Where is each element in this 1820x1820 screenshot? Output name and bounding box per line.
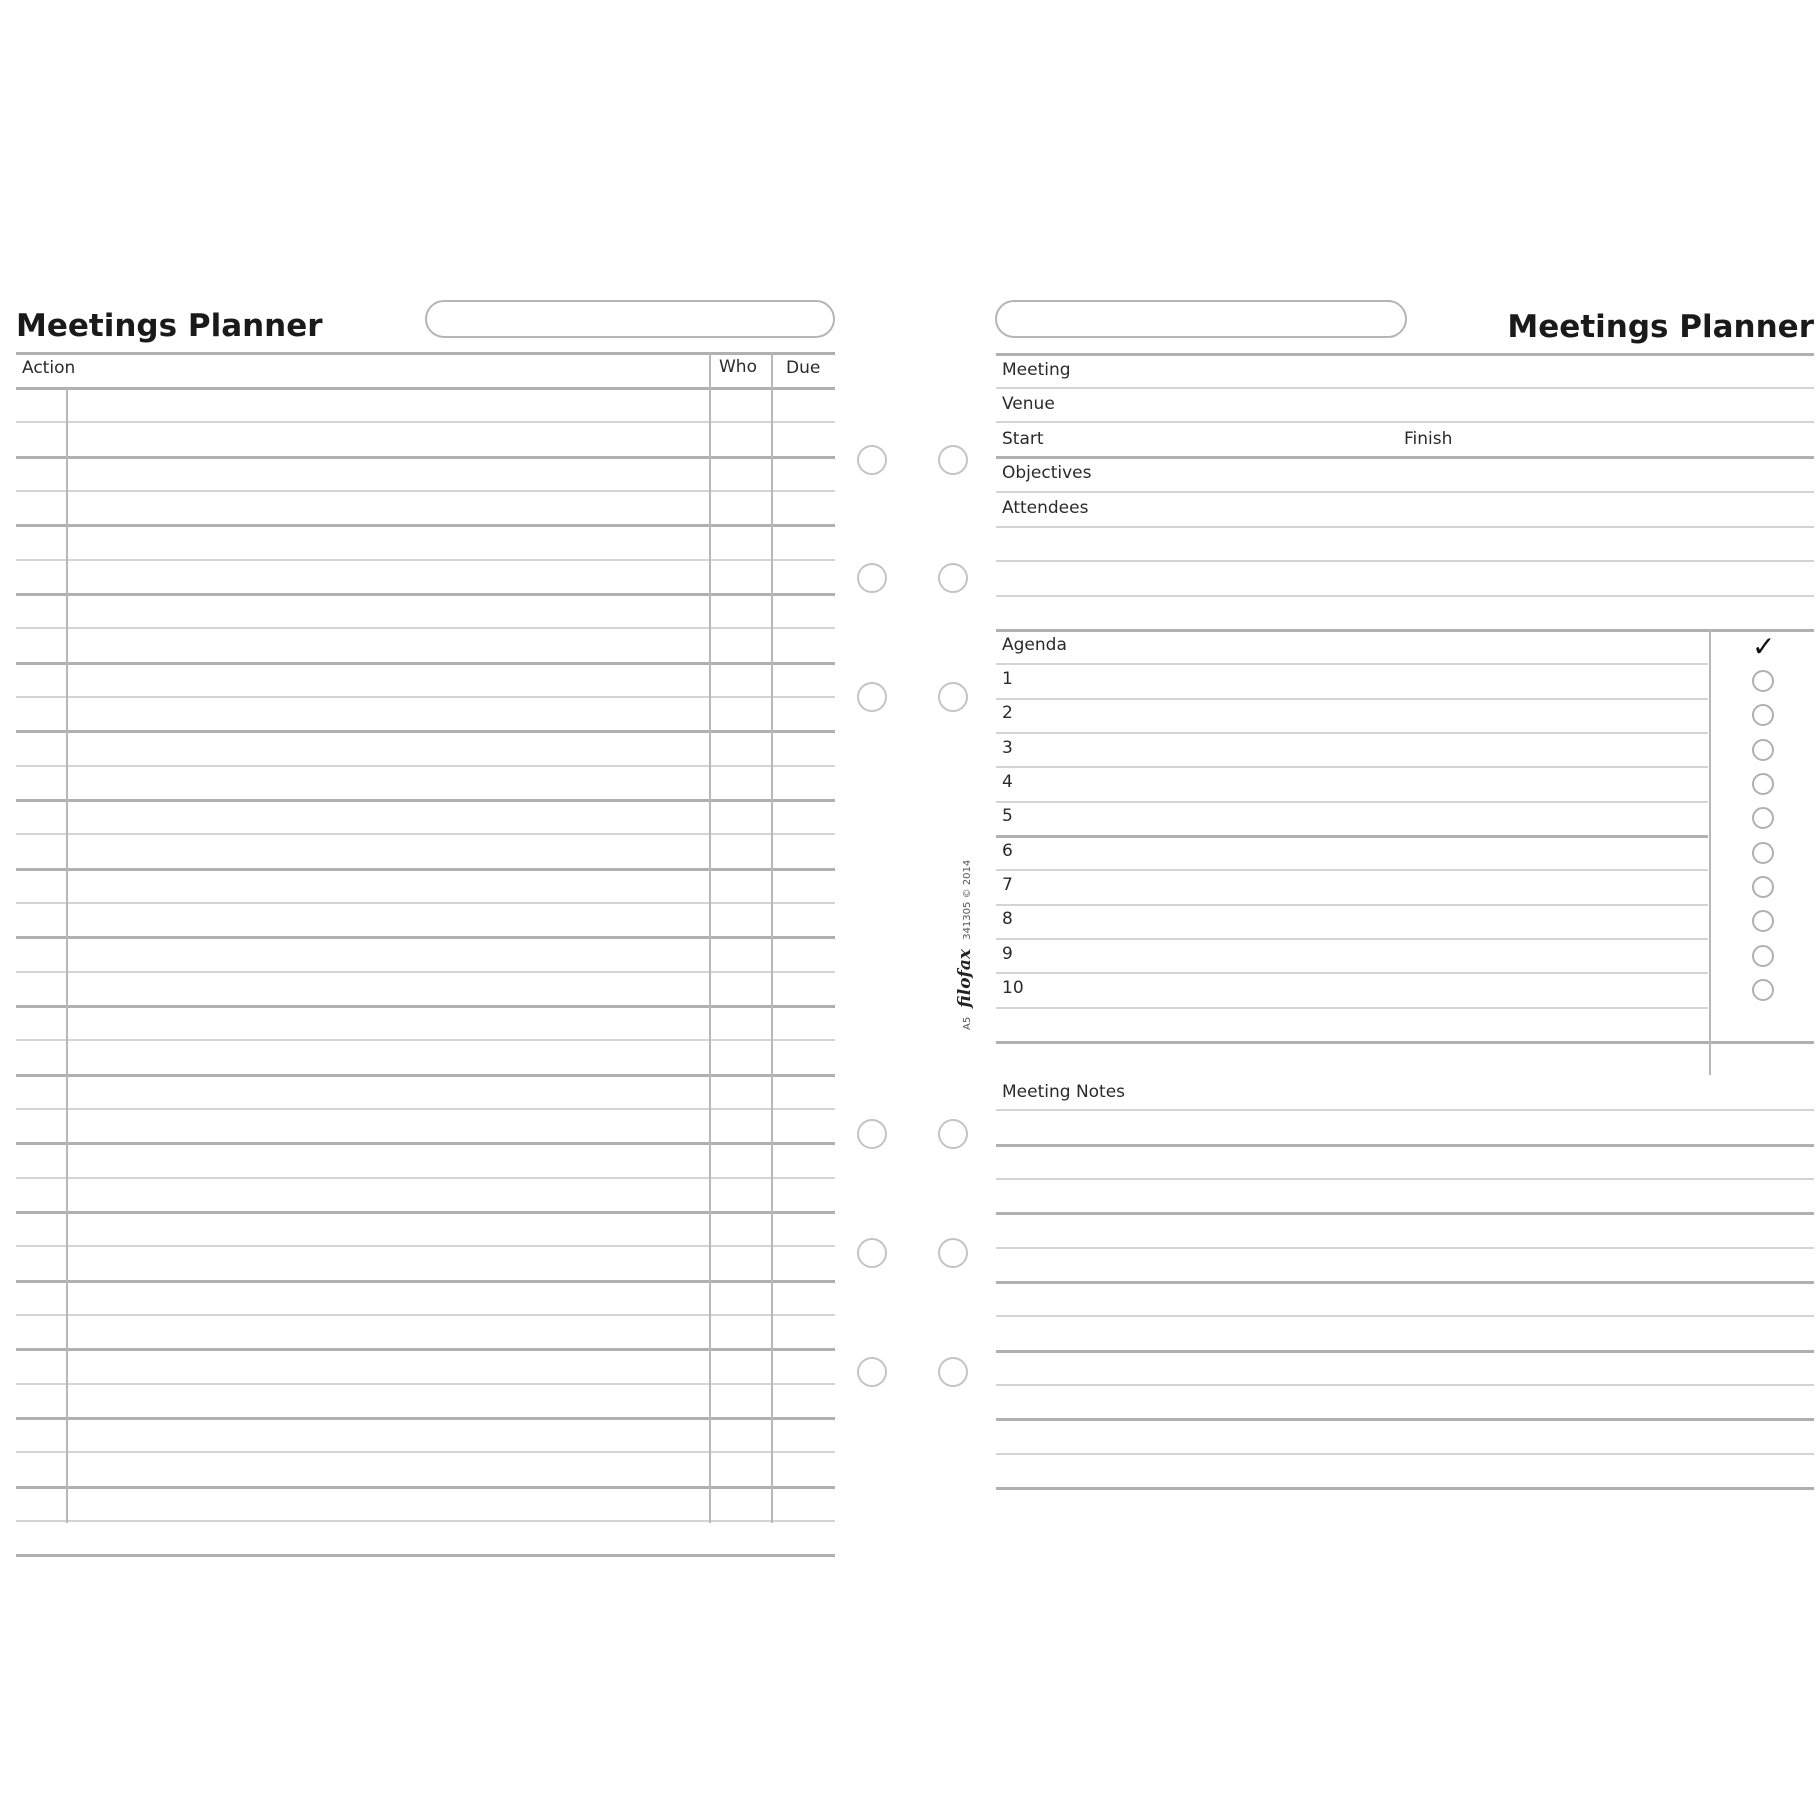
action-row-rule xyxy=(16,1383,835,1385)
agenda-label: Agenda xyxy=(1002,635,1067,655)
left-page-title: Meetings Planner xyxy=(16,308,323,344)
action-row-rule xyxy=(16,868,835,871)
action-row-rule xyxy=(16,1554,835,1557)
notes-line xyxy=(996,1281,1814,1284)
notes-line xyxy=(996,1315,1814,1317)
binder-hole xyxy=(857,563,887,593)
agenda-check-column-rule xyxy=(1709,630,1711,1075)
action-row-rule xyxy=(16,765,835,767)
notes-line xyxy=(996,1144,1814,1147)
who-column-rule xyxy=(709,353,711,1523)
right-field-rule xyxy=(996,629,1814,632)
notes-line xyxy=(996,1212,1814,1215)
start-field-label: Start xyxy=(1002,429,1044,449)
notes-line xyxy=(996,1384,1814,1386)
agenda-row-rule xyxy=(996,938,1708,940)
binder-hole xyxy=(938,1238,968,1268)
binder-hole xyxy=(857,682,887,712)
who-column-header: Who xyxy=(719,357,757,377)
left-title-field[interactable] xyxy=(425,300,835,338)
agenda-row-rule xyxy=(996,1007,1708,1009)
notes-line xyxy=(996,1487,1814,1490)
notes-line xyxy=(996,1247,1814,1249)
action-row-rule xyxy=(16,1314,835,1316)
action-row-rule xyxy=(16,627,835,629)
action-row-rule xyxy=(16,1074,835,1077)
agenda-checkbox[interactable] xyxy=(1752,910,1774,932)
action-margin-rule xyxy=(66,388,68,1523)
objectives-field-label: Objectives xyxy=(1002,463,1092,483)
binder-hole xyxy=(938,1119,968,1149)
agenda-checkbox[interactable] xyxy=(1752,807,1774,829)
agenda-row-rule xyxy=(996,869,1708,871)
agenda-row-rule xyxy=(996,835,1708,838)
binder-hole xyxy=(857,1119,887,1149)
action-row-rule xyxy=(16,421,835,423)
action-row-rule xyxy=(16,593,835,596)
venue-field-label: Venue xyxy=(1002,394,1055,414)
agenda-row-rule xyxy=(996,663,1708,665)
binder-hole xyxy=(938,563,968,593)
attendees-field-label: Attendees xyxy=(1002,498,1089,518)
left-header-top-rule xyxy=(16,352,835,355)
binder-hole xyxy=(857,1238,887,1268)
agenda-item-number: 6 xyxy=(1002,841,1013,861)
action-row-rule xyxy=(16,1108,835,1110)
agenda-item-number: 5 xyxy=(1002,806,1013,826)
filofax-logo: filofax xyxy=(955,948,975,1008)
agenda-item-number: 7 xyxy=(1002,875,1013,895)
action-row-rule xyxy=(16,1177,835,1179)
right-field-rule xyxy=(996,456,1814,459)
right-field-rule xyxy=(996,560,1814,562)
imprint-copyright: © 2014 xyxy=(962,859,973,899)
action-row-rule xyxy=(16,559,835,561)
action-row-rule xyxy=(16,971,835,973)
due-column-rule xyxy=(771,353,773,1523)
agenda-item-number: 10 xyxy=(1002,978,1024,998)
binder-hole xyxy=(938,1357,968,1387)
agenda-item-number: 4 xyxy=(1002,772,1013,792)
action-row-rule xyxy=(16,1005,835,1008)
notes-line xyxy=(996,1418,1814,1421)
meeting-field-label: Meeting xyxy=(1002,360,1071,380)
agenda-item-number: 9 xyxy=(1002,944,1013,964)
notes-line xyxy=(996,1109,1814,1111)
action-row-rule xyxy=(16,1280,835,1283)
action-row-rule xyxy=(16,1348,835,1351)
binder-hole xyxy=(857,445,887,475)
agenda-checkbox[interactable] xyxy=(1752,704,1774,726)
notes-line xyxy=(996,1178,1814,1180)
agenda-item-number: 1 xyxy=(1002,669,1013,689)
action-row-rule xyxy=(16,1142,835,1145)
filofax-imprint xyxy=(955,860,975,1030)
agenda-checkbox[interactable] xyxy=(1752,739,1774,761)
agenda-item-number: 2 xyxy=(1002,703,1013,723)
right-field-rule xyxy=(996,526,1814,528)
notes-line xyxy=(996,1350,1814,1353)
action-row-rule xyxy=(16,1245,835,1247)
action-row-rule xyxy=(16,1486,835,1489)
action-row-rule xyxy=(16,456,835,459)
action-row-rule xyxy=(16,1211,835,1214)
agenda-row-rule xyxy=(996,972,1708,974)
agenda-row-rule xyxy=(996,732,1708,734)
agenda-checkbox[interactable] xyxy=(1752,842,1774,864)
agenda-item-number: 3 xyxy=(1002,738,1013,758)
agenda-checkbox[interactable] xyxy=(1752,876,1774,898)
right-page-title: Meetings Planner xyxy=(1507,309,1814,345)
right-title-field[interactable] xyxy=(995,300,1407,338)
action-row-rule xyxy=(16,833,835,835)
agenda-item-number: 8 xyxy=(1002,909,1013,929)
agenda-checkbox[interactable] xyxy=(1752,945,1774,967)
imprint-code: 341305 xyxy=(962,901,973,940)
action-row-rule xyxy=(16,1520,835,1522)
agenda-checkbox[interactable] xyxy=(1752,773,1774,795)
right-field-rule xyxy=(996,387,1814,389)
agenda-row-rule xyxy=(996,1041,1814,1044)
right-field-rule xyxy=(996,421,1814,423)
action-row-rule xyxy=(16,490,835,492)
agenda-checkbox[interactable] xyxy=(1752,670,1774,692)
finish-field-label: Finish xyxy=(1404,429,1453,449)
agenda-row-rule xyxy=(996,698,1708,700)
binder-hole xyxy=(938,445,968,475)
due-column-header: Due xyxy=(786,358,821,378)
binder-hole xyxy=(938,682,968,712)
check-icon: ✓ xyxy=(1752,630,1776,663)
action-row-rule xyxy=(16,1451,835,1453)
notes-line xyxy=(996,1453,1814,1455)
agenda-checkbox[interactable] xyxy=(1752,979,1774,1001)
right-field-rule xyxy=(996,595,1814,597)
action-row-rule xyxy=(16,524,835,527)
action-row-rule xyxy=(16,730,835,733)
action-row-rule xyxy=(16,1039,835,1041)
agenda-row-rule xyxy=(996,904,1708,906)
right-field-rule xyxy=(996,491,1814,493)
action-row-rule xyxy=(16,662,835,665)
agenda-row-rule xyxy=(996,801,1708,803)
agenda-row-rule xyxy=(996,766,1708,768)
action-row-rule xyxy=(16,902,835,904)
action-row-rule xyxy=(16,696,835,698)
right-header-top-rule xyxy=(996,353,1814,356)
action-row-rule xyxy=(16,387,835,390)
binder-hole xyxy=(857,1357,887,1387)
action-row-rule xyxy=(16,936,835,939)
action-row-rule xyxy=(16,799,835,802)
action-row-rule xyxy=(16,1417,835,1420)
meeting-notes-label: Meeting Notes xyxy=(1002,1082,1126,1102)
imprint-size: A5 xyxy=(962,1016,973,1030)
action-column-header: Action xyxy=(22,358,76,378)
